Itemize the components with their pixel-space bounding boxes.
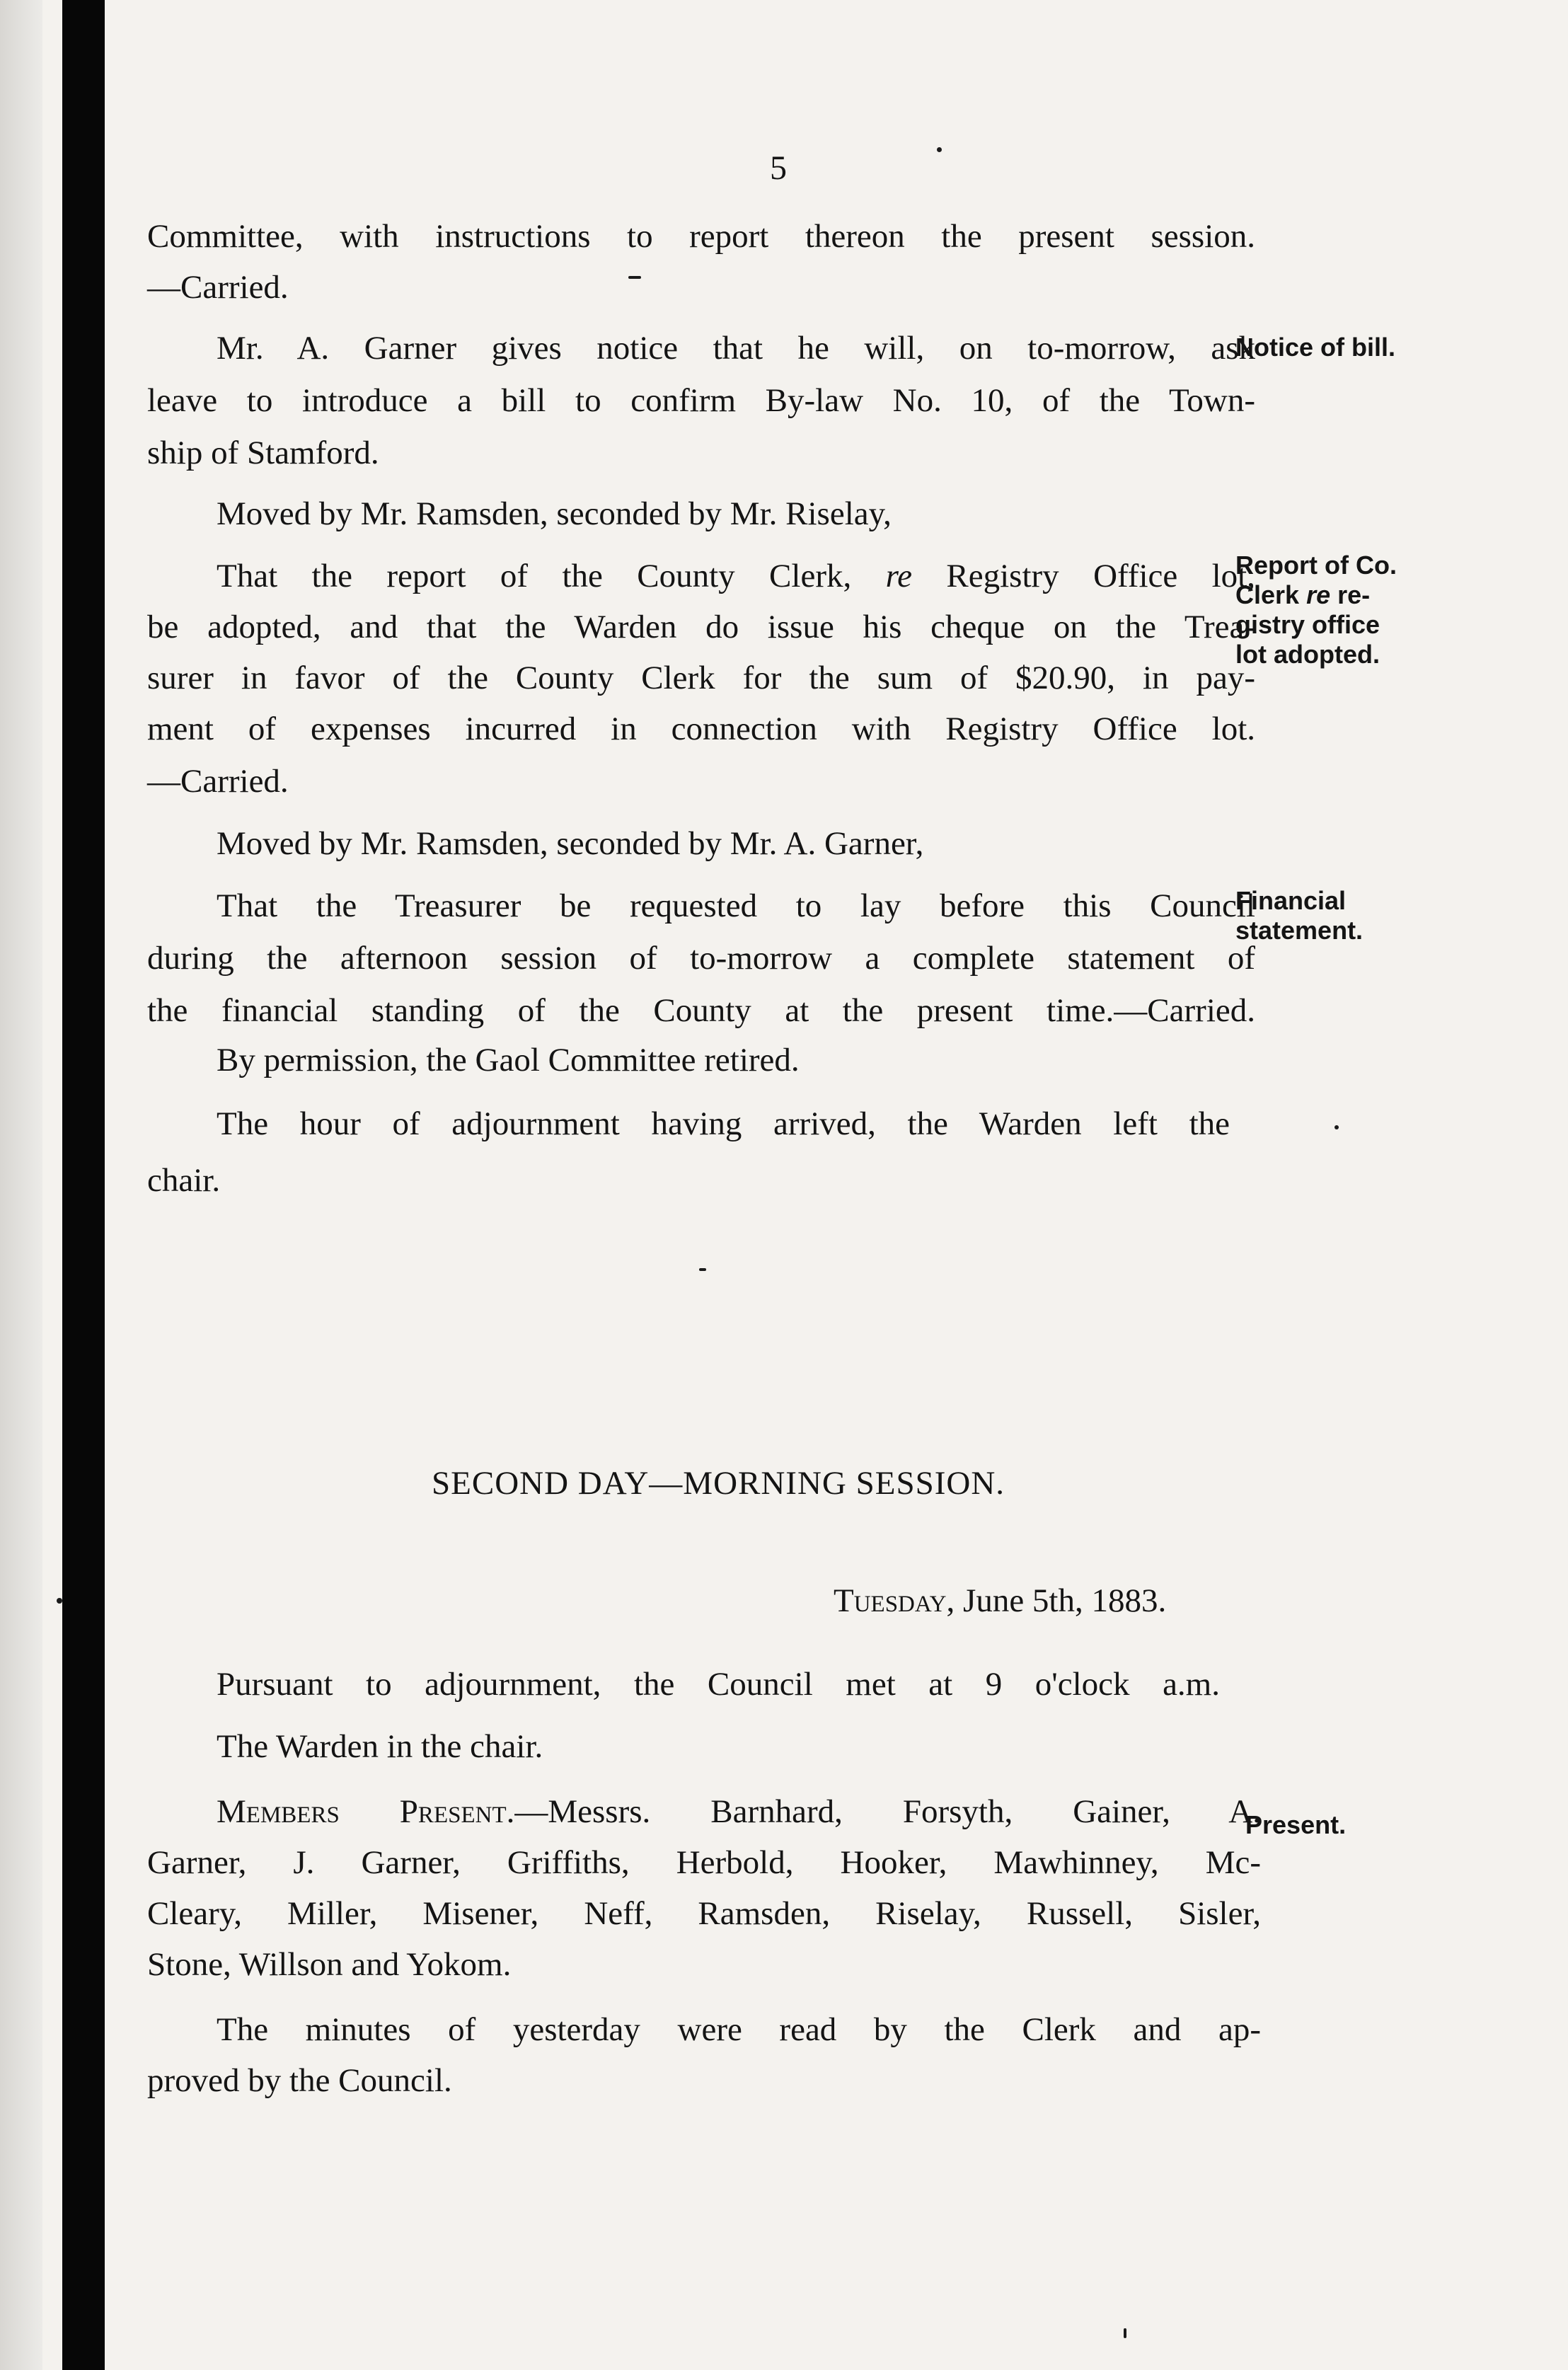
page-number: 5 [770,149,787,187]
body-line: By permission, the Gaol Committee retired. [217,1042,800,1078]
page-edge-shadow [0,0,42,2370]
margin-note-report [1235,551,1397,669]
members-label: Members Present. [217,1793,515,1830]
report-text-b: Registry Office lot, [912,558,1255,594]
members-line: Cleary, Miller, Misener, Neff, Ramsden, Riselay, Russell, Sisler, [147,1895,1261,1932]
margin-note-text: Clerk [1235,580,1307,609]
margin-note-line: lot adopted. [1235,640,1380,669]
margin-note-line: Report of Co. [1235,551,1397,580]
report-text-a: That the report of the County Clerk, [217,558,886,594]
margin-note-line: Financial [1235,886,1347,915]
margin-note-financial [1235,886,1363,945]
body-line: The Warden in the chair. [217,1728,543,1765]
body-line: —Carried. [147,269,289,306]
margin-note-re: re [1306,580,1331,609]
ink-speck [1124,2328,1126,2338]
body-line: surer in favor of the County Clerk for the sum of $20.90, in pay- [147,660,1255,696]
body-line: ship of Stamford. [147,435,379,471]
body-line: Pursuant to adjournment, the Council met at 9 o'clock a.m. [217,1666,1220,1703]
margin-note-text: re- [1330,580,1371,609]
dateline-rest: , June 5th, 1883. [946,1582,1167,1619]
members-line [217,1786,1261,1837]
members-line: Garner, J. Garner, Griffiths, Herbold, Hooker, Mawhinney, Mc- [147,1844,1261,1881]
margin-note-notice-of-bill: Notice of bill. [1235,333,1396,362]
body-line: Moved by Mr. Ramsden, seconded by Mr. Riselay, [217,495,892,532]
body-line: chair. [147,1162,221,1199]
margin-note-present: Present. [1245,1810,1347,1839]
members-text: —Messrs. Barnhard, Forsyth, Gainer, A. [514,1793,1261,1830]
body-line: —Carried. [147,763,289,800]
section-heading: SECOND DAY—MORNING SESSION. [432,1465,1005,1502]
ink-speck [937,147,942,152]
ink-speck [628,276,641,279]
body-line: leave to introduce a bill to confirm By-law No. 10, of the Town- [147,382,1255,419]
ink-speck [699,1268,706,1271]
body-line: ment of expenses incurred in connection with Registry Office lot. [147,711,1255,747]
body-line: The minutes of yesterday were read by the Clerk and ap- [217,2011,1261,2048]
members-line: Stone, Willson and Yokom. [147,1946,512,1983]
body-line: Moved by Mr. Ramsden, seconded by Mr. A. Garner, [217,825,924,862]
body-line: be adopted, and that the Warden do issue his cheque on the Trea- [147,609,1255,645]
dateline-day: Tuesday [834,1582,947,1619]
body-line: during the afternoon session of to-morrow a complete statement of [147,940,1255,977]
margin-note-line: statement. [1235,916,1364,945]
dateline [834,1575,1166,1626]
body-line [217,551,1255,602]
body-line: Mr. A. Garner gives notice that he will, on to-morrow, ask [217,330,1255,367]
re-word: re [885,558,913,594]
ink-speck [1334,1125,1339,1129]
body-line: The hour of adjournment having arrived, the Warden left the [217,1105,1230,1142]
body-line: Committee, with instructions to report thereon the present session. [147,218,1255,255]
margin-note-line: gistry office [1235,610,1380,639]
ink-speck [57,1598,62,1604]
body-line: proved by the Council. [147,2062,452,2099]
margin-note-line [1235,580,1397,610]
body-line: the financial standing of the County at the present time.—Carried. [147,992,1255,1029]
body-line: That the Treasurer be requested to lay before this Council [217,887,1255,924]
document-page [105,0,1568,2370]
book-spine [62,0,105,2370]
